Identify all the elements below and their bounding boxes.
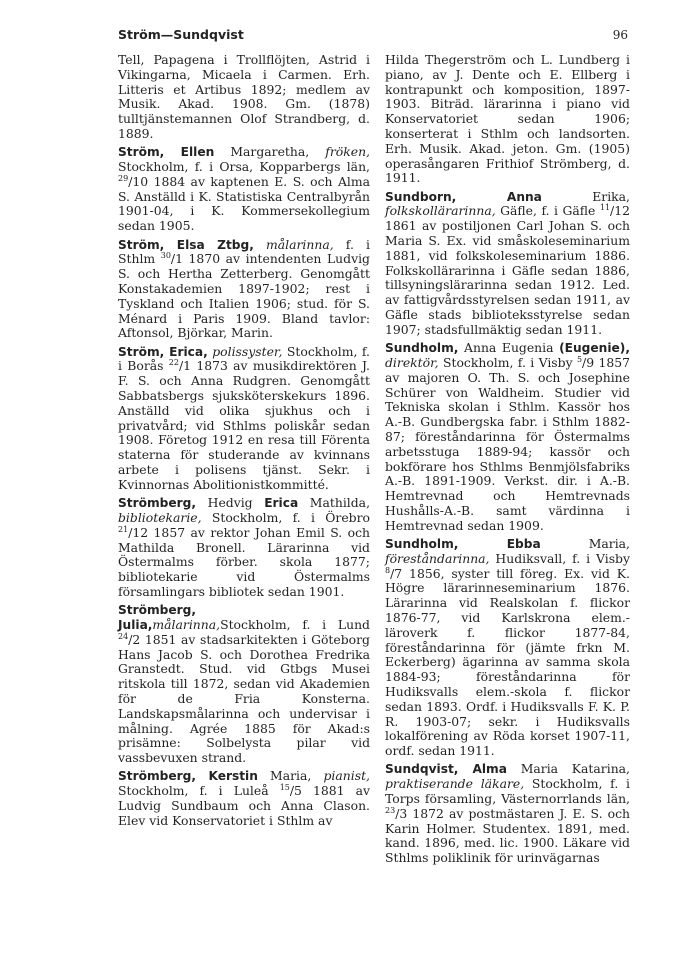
entry-name: Ström, Elsa Ztbg, <box>118 237 254 252</box>
entry-strom-ellen: Ström, Ellen Margaretha, fröken, Stockholm, f. i Orsa, Kopparbergs län, $^{29}$/10 1884 av kaptenen E. S. och Alma S. Anställd i K. Statistiska Centralbyrån 1901-04, i K. Kommersekollegium sedan 1905. <box>118 144 370 234</box>
entry-name: Sundqvist, Alma <box>385 762 507 777</box>
left-column <box>118 53 370 832</box>
entry-strom-elsa: Ström, Elsa Ztbg, målarinna, f. i Sthlm $^{30}$/1 1870 av intendenten Ludvig S. och Hertha Zetterberg. Genomgått Konstakademien 1897-1902; rest i Tyskland och Italien 1906; stud. för S. Ménard i Paris 1909. Bland tavlor: Aftonsol, Björkar, Marin. <box>118 236 370 341</box>
right-column <box>385 53 630 870</box>
entry-sundborn-anna: Sundborn, Anna Erika, folkskollärarinna, Gäfle, f. i Gäfle $^{11}$/12 1861 av postiljonen Carl Johan S. och Maria S. Ex. vid småskoleseminarium 1881, vid folkskoleseminarium 1886. Folkskollärarinna i Gäfle sedan 1886, tillsyningslärarinna sedan 1912. Led. av fattigvårdsstyrelsen sedan 1911, av Gäfle stads biblioteksstyrelse sedan 1907; stadsfullmäktig sedan 1911. <box>385 188 630 337</box>
entry-sundqvist-alma: Sundqvist, Alma Maria Katarina, praktiserande läkare, Stockholm, f. i Torps församling, Västernorrlands län, $^{23}$/3 1872 av postmästaren J. E. S. och Karin Holmer. Studentex. 1891, med. kand. 1896, med. lic. 1900. Läkare vid Sthlms poliklinik för urinvägarnas <box>385 761 630 866</box>
entry-name: Sundborn, Anna <box>385 189 542 204</box>
page-number: 96 <box>612 28 628 42</box>
continuation-text: Tell, Papagena i Trollflöjten, Astrid i Vikingarna, Micaela i Carmen. Erh. Litteris et Artibus 1892; medlem av Musik. Akad. 1908. Gm. (1878) tulltjänstemannen Olof Strandberg, d. 1889. <box>118 52 370 141</box>
entry-name: Sundholm, <box>385 341 459 356</box>
continuation-text: Hilda Thegerström och L. Lundberg i piano, av J. Dente och E. Ellberg i kontrapunkt och komposition, 1897-1903. Biträd. lärarinna i piano vid Konservatoriet sedan 1906; konserterat i Sthlm och landsorten. Erh. Musik. Akad. jeton. Gm. (1905) operasångaren Frithiof Strömberg, d. 1911. <box>385 52 630 186</box>
entry-stromberg-kerstin: Strömberg, Kerstin Maria, pianist, Stockholm, f. i Luleå $^{15}$/5 1881 av Ludvig Sundbaum och Anna Clason. Elev vid Konservatoriet i Sthlm av <box>118 768 370 828</box>
entry-sundholm-ebba: Sundholm, Ebba Maria, föreståndarinna, Hudiksvall, f. i Visby $^8$/7 1856, syster till föreg. Ex. vid K. Högre lärarinneseminarium 1876. Lärarinna vid Realskolan f. flickor 1876-77, vid Karlskrona elem.-läroverk f. flickor 1877-84, föreståndarinna för (jämte frkn M. Eckerberg) ägarinna av samma skola 1884-93; föreståndarinna för Hudiksvalls elem.-skola f. flickor sedan 1893. Ordf. i Hudiksvalls F. K. P. R. 1903-07; sekr. i Hudiksvalls lokalförening av Röda korset 1907-11, ordf. sedan 1911. <box>385 536 630 759</box>
entry-name: Ström, Erica, <box>118 344 208 359</box>
entry-sundholm-anna: Sundholm, Anna Eugenia (Eugenie), direktör, Stockholm, f. i Visby $^5$/9 1857 av majoren O. Th. S. och Josephine Schürer von Waldheim. Studier vid Tekniska skolan i Sthlm. Kassör hos A.-B. Gundbergska fabr. i Sthlm 1882-87; föreståndarinna för Östermalms arbetsstuga 1889-94; kassör och bokförare hos Sthlms Benmjölsfabriks A.-B. 1891-1909. Verkst. dir. i A.-B. Hemtrevnad och Hemtrevnads Hushålls-A.-B. samt värdinna i Hemtrevnad sedan 1909. <box>385 340 630 533</box>
entry-name: Strömberg, Kerstin <box>118 769 258 784</box>
entry-stromberg-hedvig: Strömberg, Hedvig Erica Mathilda, bibliotekarie, Stockholm, f. i Örebro $^{21}$/12 1857 av rektor Johan Emil S. och Mathilda Bronell. Lärarinna vid Östermalms förber. skola 1877; bibliotekarie vid Östermalms församlingars bibliotek sedan 1901. <box>118 495 371 599</box>
entry-name: Strömberg, Julia, <box>118 603 197 632</box>
entry-name: Ström, Ellen <box>118 145 215 160</box>
running-header <box>118 27 628 42</box>
entry-name: Sundholm, Ebba <box>385 537 541 551</box>
running-title: Ström—Sundqvist <box>118 27 244 42</box>
entry-strom-erica: Ström, Erica, polissyster, Stockholm, f. i Borås $^{22}$/1 1873 av musikdirektören J. F. S. och Anna Rudgren. Genomgått Sabbatsbergs sjuksköterskekurs 1896. Anställd vid olika sjukhus och i privatvård; vid Sthlms poliskår sedan 1908. Företog 1912 en resa till Förenta staterna för studerande av kvinnans arbete i polisens tjänst. Sekr. i Kvinnornas Abolitionistkommitté. <box>118 343 370 492</box>
entry-name: Strömberg, <box>118 496 197 511</box>
entry-stromberg-julia: Strömberg, Julia,målarinna,Stockholm, f. i Lund $^{24}$/2 1851 av stadsarkitekten i Göteborg Hans Jacob S. och Dorothea Fredrika Granstedt. Stud. vid Gtbgs Musei ritskola till 1872, sedan vid Akademien för de Fria Konsterna. Landskapsmålarinna och undervisar i målning. Agrée 1885 för Akad:s prisämne: Solbelysta pilar vid vassbevuxen strand. <box>118 603 370 766</box>
